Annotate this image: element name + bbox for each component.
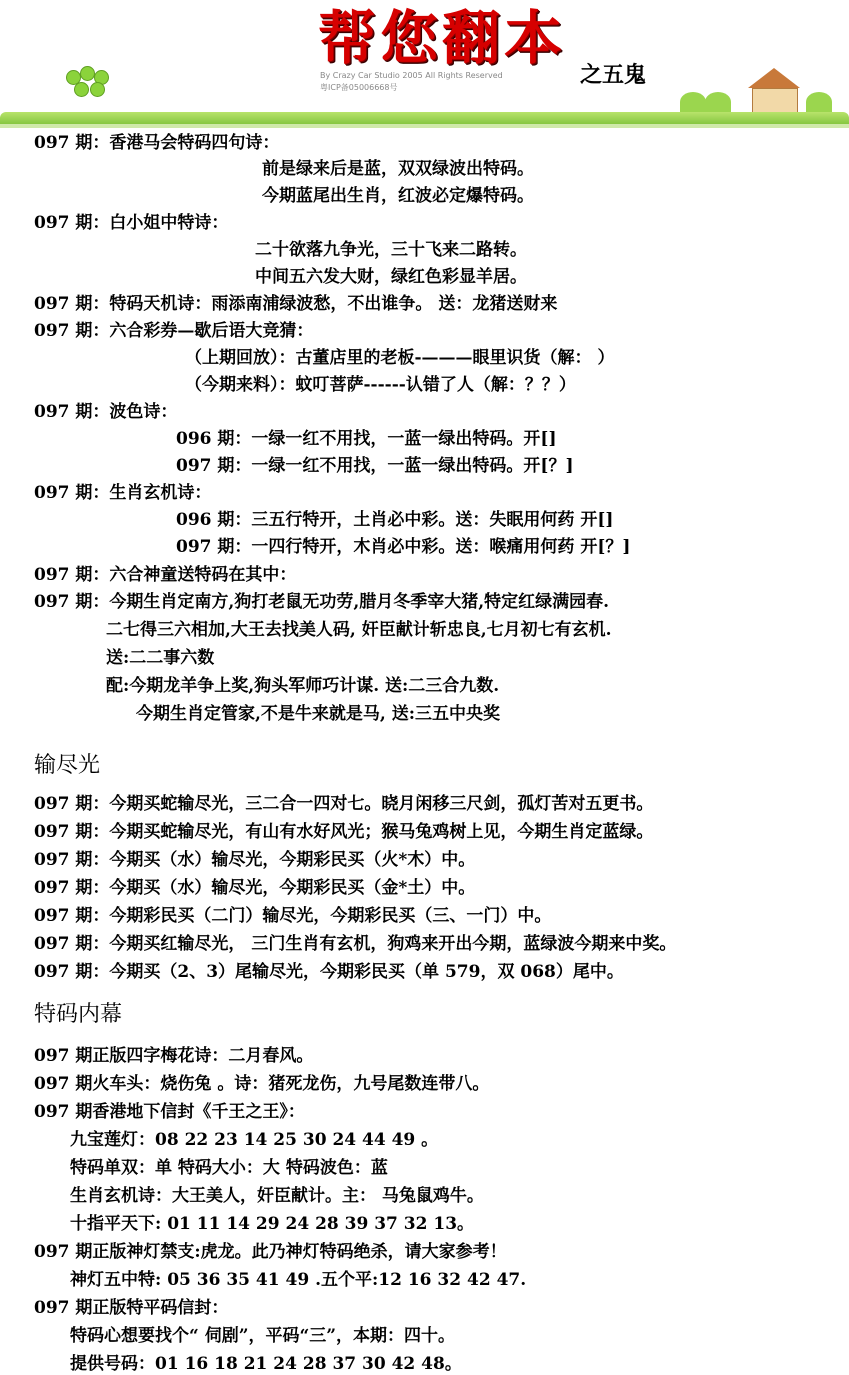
text-line: 097 期：今期买（水）输尽光，今期彩民买（金*土）中。 <box>34 878 476 898</box>
section-heading: 特码内幕 <box>34 1002 123 1027</box>
text-line: 097 期火车头：烧伤兔 。诗：猪死龙伤，九号尾数连带八。 <box>34 1074 490 1094</box>
text-line: 097 期：今期买红输尽光， 三门生肖有玄机，狗鸡来开出今期，蓝绿波今期来中奖。 <box>34 934 677 954</box>
text-line: 九宝莲灯：08 22 23 14 25 30 24 44 49 。 <box>70 1130 439 1150</box>
text-line: 097 期：特码天机诗：雨添南浦绿波愁，不出谁争。 送：龙猪送财来 <box>34 294 558 314</box>
text-line: 097 期正版神灯禁支:虎龙。此乃神灯特码绝杀，请大家参考！ <box>34 1242 507 1262</box>
text-line: （上期回放）：古董店里的老板-———眼里识货（解： ） <box>185 348 615 368</box>
bush-icon <box>806 92 832 112</box>
text-line: 097 期正版特平码信封： <box>34 1298 229 1318</box>
text-line: 前是绿来后是蓝，双双绿波出特码。 <box>262 159 534 179</box>
text-line: 097 期：今期生肖定南方,狗打老鼠无功劳,腊月冬季宰大猪,特定红绿满园春. <box>34 592 610 612</box>
tree-icon <box>64 66 116 102</box>
text-line: 二七得三六相加,大王去找美人码, 奸臣献计斩忠良,七月初七有玄机. <box>106 620 612 640</box>
text-line: 二十欲落九争光，三十飞来二路转。 <box>255 240 527 260</box>
text-line: 097 期：白小姐中特诗： <box>34 213 229 233</box>
text-line: 中间五六发大财，绿红色彩显羊居。 <box>255 267 527 287</box>
text-line: 特码单双：单 特码大小：大 特码波色：蓝 <box>70 1158 388 1178</box>
text-line: 097 期：波色诗： <box>34 402 178 422</box>
text-line: 097 期：生肖玄机诗： <box>34 483 212 503</box>
section-heading: 输尽光 <box>34 753 101 778</box>
text-line: 十指平天下: 01 11 14 29 24 28 39 37 32 13。 <box>70 1214 475 1234</box>
text-line: （今期来料）：蚊叮菩萨------认错了人（解：？？） <box>185 375 576 395</box>
text-line: 097 期：今期买（水）输尽光，今期彩民买（火*木）中。 <box>34 850 476 870</box>
banner-title: 帮您翻本 <box>318 4 567 72</box>
text-line: 配:今期龙羊争上奖,狗头军师巧计谋. 送:二三合九数. <box>106 676 500 696</box>
text-line: 送:二二事六数 <box>106 648 215 668</box>
text-line: 097 期香港地下信封《千王之王》： <box>34 1102 305 1122</box>
text-line: 097 期：今期买（2、3）尾输尽光，今期彩民买（单 579，双 068）尾中。 <box>34 962 624 982</box>
text-line: 提供号码：01 16 18 21 24 28 37 30 42 48。 <box>70 1354 462 1374</box>
text-line: 097 期：六合神童送特码在其中： <box>34 565 297 585</box>
text-line: 097 期：香港马会特码四句诗： <box>34 133 280 153</box>
text-line: 097 期：六合彩券—歇后语大竞猜： <box>34 321 314 341</box>
banner-fine-print: By Crazy Car Studio 2005 All Rights Reserved 粤ICP备05006668号 <box>320 71 503 92</box>
text-line: 097 期正版四字梅花诗：二月春风。 <box>34 1046 314 1066</box>
text-line: 097 期：今期彩民买（二门）输尽光，今期彩民买（三、一门）中。 <box>34 906 552 926</box>
text-line: 097 期：今期买蛇输尽光，三二合一四对七。晓月闲移三尺剑，孤灯苦对五更书。 <box>34 794 654 814</box>
text-line: 097 期：一绿一红不用找，一蓝一绿出特码。开[？] <box>176 456 574 476</box>
text-line: 096 期：三五行特开，土肖必中彩。送：失眠用何药 开[] <box>176 510 614 530</box>
text-line: 097 期：一四行特开，木肖必中彩。送：喉痛用何药 开[？] <box>176 537 631 557</box>
bush-icon <box>705 92 731 112</box>
text-line: 今期生肖定管家,不是牛来就是马, 送:三五中央奖 <box>136 704 501 724</box>
text-line: 神灯五中特: 05 36 35 41 49 .五个平:12 16 32 42 47. <box>70 1270 527 1290</box>
banner-subtitle: 之五鬼 <box>580 62 647 88</box>
bush-icon <box>680 92 706 112</box>
text-line: 096 期：一绿一红不用找，一蓝一绿出特码。开[] <box>176 429 557 449</box>
text-line: 097 期：今期买蛇输尽光，有山有水好风光；猴马兔鸡树上见，今期生肖定蓝绿。 <box>34 822 654 842</box>
house-icon <box>744 68 804 114</box>
text-line: 生肖玄机诗：大王美人，奸臣献计。主： 马兔鼠鸡牛。 <box>70 1186 484 1206</box>
text-line: 今期蓝尾出生肖，红波必定爆特码。 <box>262 186 534 206</box>
page-header <box>0 0 849 130</box>
text-line: 特码心想要找个“ 伺剧”，平码“三”，本期：四十。 <box>70 1326 456 1346</box>
